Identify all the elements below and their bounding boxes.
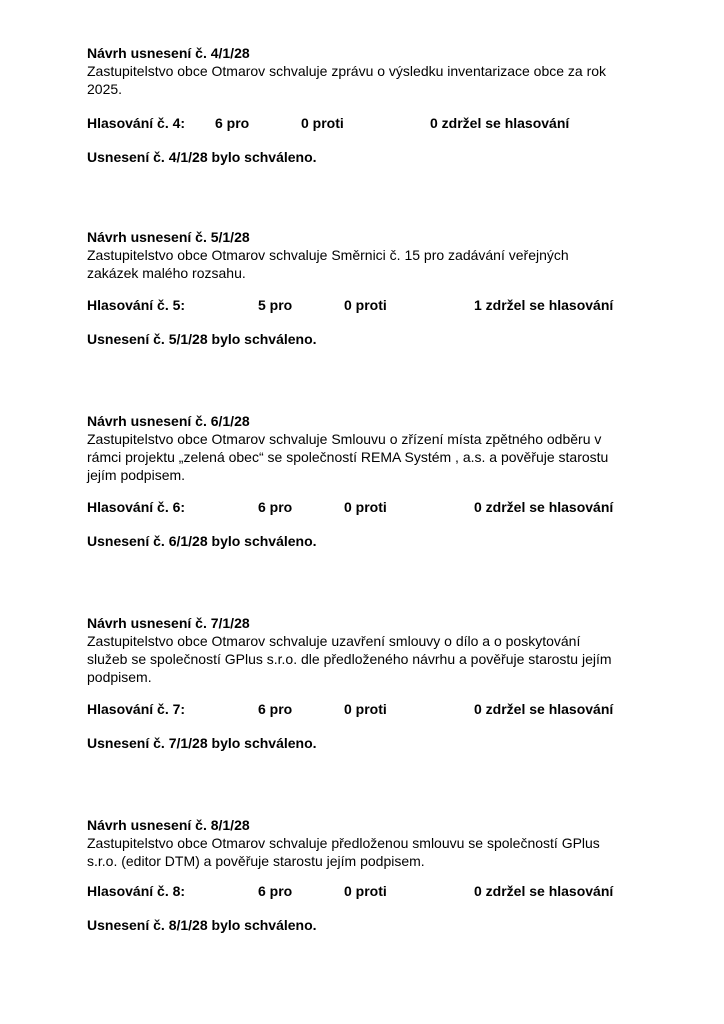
resolution-text-line: služeb se společností GPlus s.r.o. dle předloženého návrhu a pověřuje starostu jejím	[87, 651, 612, 667]
resolution-heading: Návrh usnesení č. 5/1/28	[87, 229, 250, 245]
resolution-heading: Návrh usnesení č. 7/1/28	[87, 615, 250, 631]
resolution-result: Usnesení č. 5/1/28 bylo schváleno.	[87, 331, 317, 347]
vote-label: Hlasování č. 4:	[87, 115, 186, 131]
resolution-heading: Návrh usnesení č. 6/1/28	[87, 413, 250, 429]
vote-abstain: 1 zdržel se hlasování	[474, 297, 614, 313]
resolution-text-line: Zastupitelstvo obce Otmarov schvaluje Smlouvu o zřízení místa zpětného odběru v	[87, 431, 602, 447]
resolution-text-line: jejím podpisem.	[87, 467, 186, 483]
resolution-text-line: Zastupitelstvo obce Otmarov schvaluje zprávu o výsledku inventarizace obce za rok	[87, 63, 607, 79]
resolution-text-line: 2025.	[87, 81, 123, 97]
resolution-text-line: podpisem.	[87, 669, 152, 685]
vote-abstain: 0 zdržel se hlasování	[430, 115, 570, 131]
resolution-text-line: s.r.o. (editor DTM) a pověřuje starostu jejím podpisem.	[87, 853, 425, 869]
vote-label: Hlasování č. 8:	[87, 883, 186, 899]
vote-proti: 0 proti	[344, 297, 387, 313]
resolution-text-line: zakázek malého rozsahu.	[87, 265, 246, 281]
resolution-text-line: Zastupitelstvo obce Otmarov schvaluje Směrnici č. 15 pro zadávání veřejných	[87, 247, 569, 263]
vote-proti: 0 proti	[301, 115, 344, 131]
vote-pro: 6 pro	[215, 115, 250, 131]
vote-abstain: 0 zdržel se hlasování	[474, 701, 614, 717]
resolution-heading: Návrh usnesení č. 8/1/28	[87, 817, 250, 833]
vote-pro: 6 pro	[258, 883, 293, 899]
resolution-text-line: Zastupitelstvo obce Otmarov schvaluje předloženou smlouvu se společností GPlus	[87, 835, 600, 851]
resolution-result: Usnesení č. 6/1/28 bylo schváleno.	[87, 533, 317, 549]
vote-label: Hlasování č. 6:	[87, 499, 186, 515]
vote-label: Hlasování č. 7:	[87, 701, 186, 717]
vote-proti: 0 proti	[344, 701, 387, 717]
resolution-result: Usnesení č. 8/1/28 bylo schváleno.	[87, 917, 317, 933]
vote-proti: 0 proti	[344, 499, 387, 515]
resolution-heading: Návrh usnesení č. 4/1/28	[87, 45, 250, 61]
vote-pro: 6 pro	[258, 701, 293, 717]
resolution-result: Usnesení č. 4/1/28 bylo schváleno.	[87, 149, 317, 165]
resolution-text-line: Zastupitelstvo obce Otmarov schvaluje uzavření smlouvy o dílo a o poskytování	[87, 633, 581, 649]
vote-label: Hlasování č. 5:	[87, 297, 186, 313]
vote-proti: 0 proti	[344, 883, 387, 899]
resolution-result: Usnesení č. 7/1/28 bylo schváleno.	[87, 735, 317, 751]
vote-pro: 5 pro	[258, 297, 293, 313]
vote-pro: 6 pro	[258, 499, 293, 515]
resolution-text-line: rámci projektu „zelená obec“ se společností REMA Systém , a.s. a pověřuje starostu	[87, 449, 609, 465]
vote-abstain: 0 zdržel se hlasování	[474, 499, 614, 515]
vote-abstain: 0 zdržel se hlasování	[474, 883, 614, 899]
